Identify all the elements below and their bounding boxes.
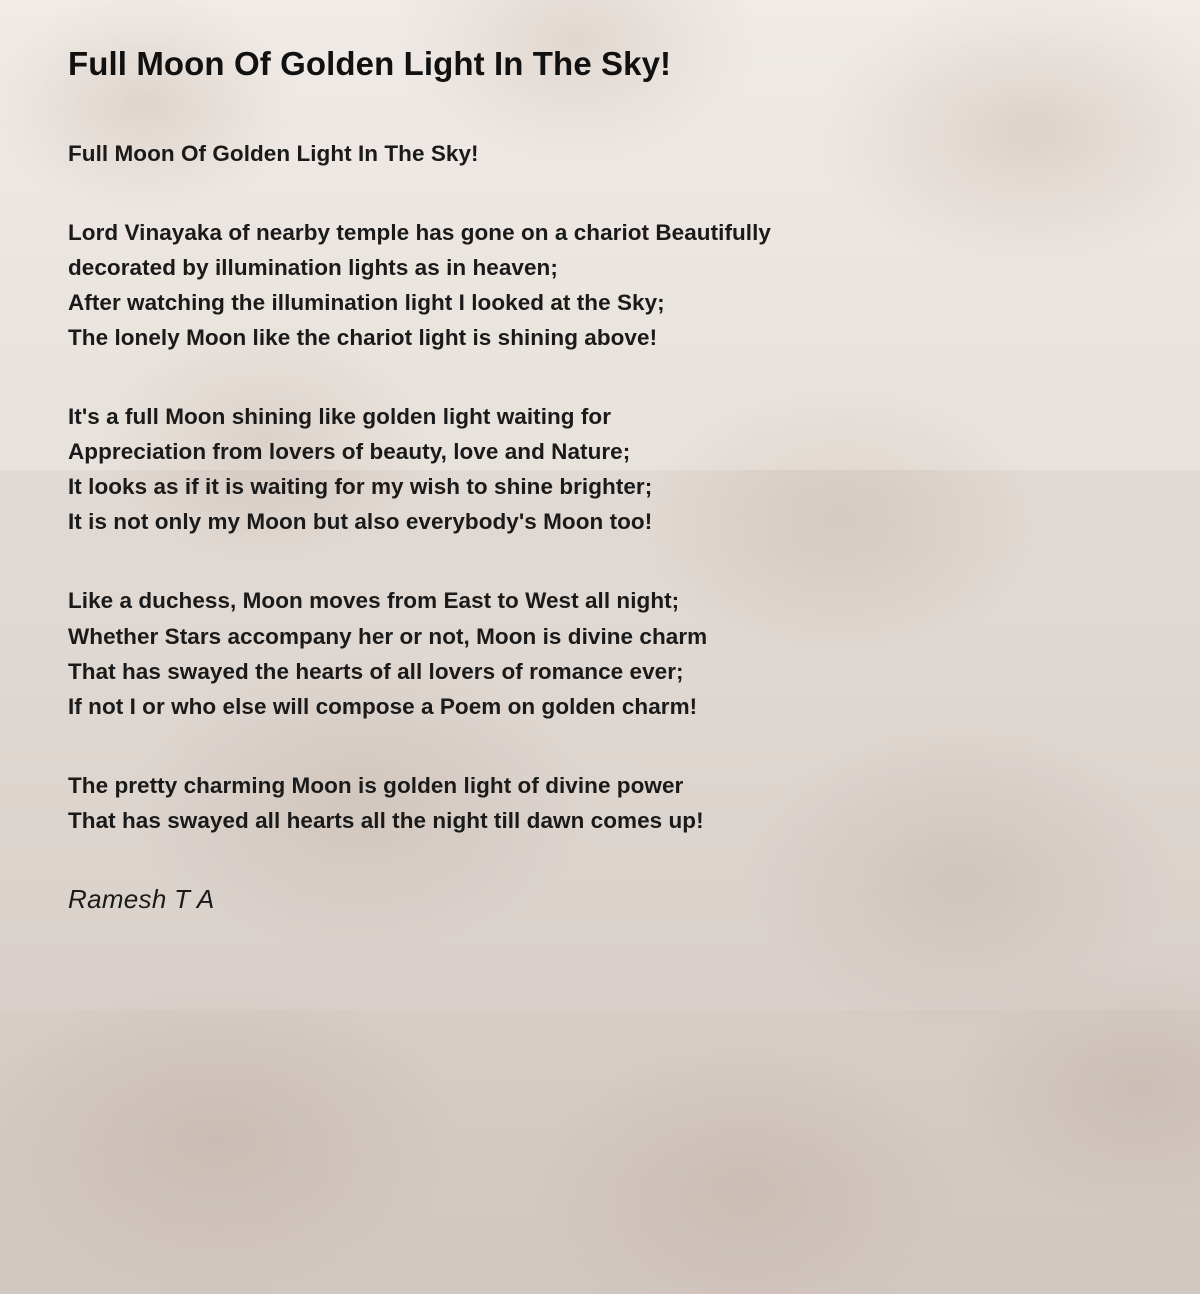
background-band-bottom [0,1010,1200,1294]
poem-stanza-2 [68,399,1140,539]
poem-line: Like a duchess, Moon moves from East to West all night; [68,588,680,614]
poem-stanza-3 [68,583,1140,723]
poem-line: It is not only my Moon but also everybody's Moon too! [68,509,653,535]
poem-line: Appreciation from lovers of beauty, love and Nature; [68,439,631,465]
poem-line: It looks as if it is waiting for my wish to shine brighter; [68,474,653,500]
poem-stanza-heading [68,136,1140,171]
author-name: Ramesh T A [68,884,215,914]
poem-line: decorated by illumination lights as in heaven; [68,254,558,280]
poem-line: If not I or who else will compose a Poem on golden charm! [68,693,698,719]
poem-line: It's a full Moon shining like golden light waiting for [68,404,612,430]
poem-line: After watching the illumination light I looked at the Sky; [68,289,665,315]
poem-line: That has swayed the hearts of all lovers of romance ever; [68,658,684,684]
poem-line: The lonely Moon like the chariot light is shining above! [68,324,658,350]
page-title: Full Moon Of Golden Light In The Sky! [68,45,672,82]
poem-line: Whether Stars accompany her or not, Moon is divine charm [68,623,708,649]
poem-line: The pretty charming Moon is golden light of divine power [68,772,684,798]
poem-line: Lord Vinayaka of nearby temple has gone on a chariot Beautifully [68,219,771,245]
poem-stanza-4 [68,768,1140,838]
poem-line: Full Moon Of Golden Light In The Sky! [68,140,479,166]
poem-line: That has swayed all hearts all the night till dawn comes up! [68,807,704,833]
poem-stanza-1 [68,215,1140,355]
